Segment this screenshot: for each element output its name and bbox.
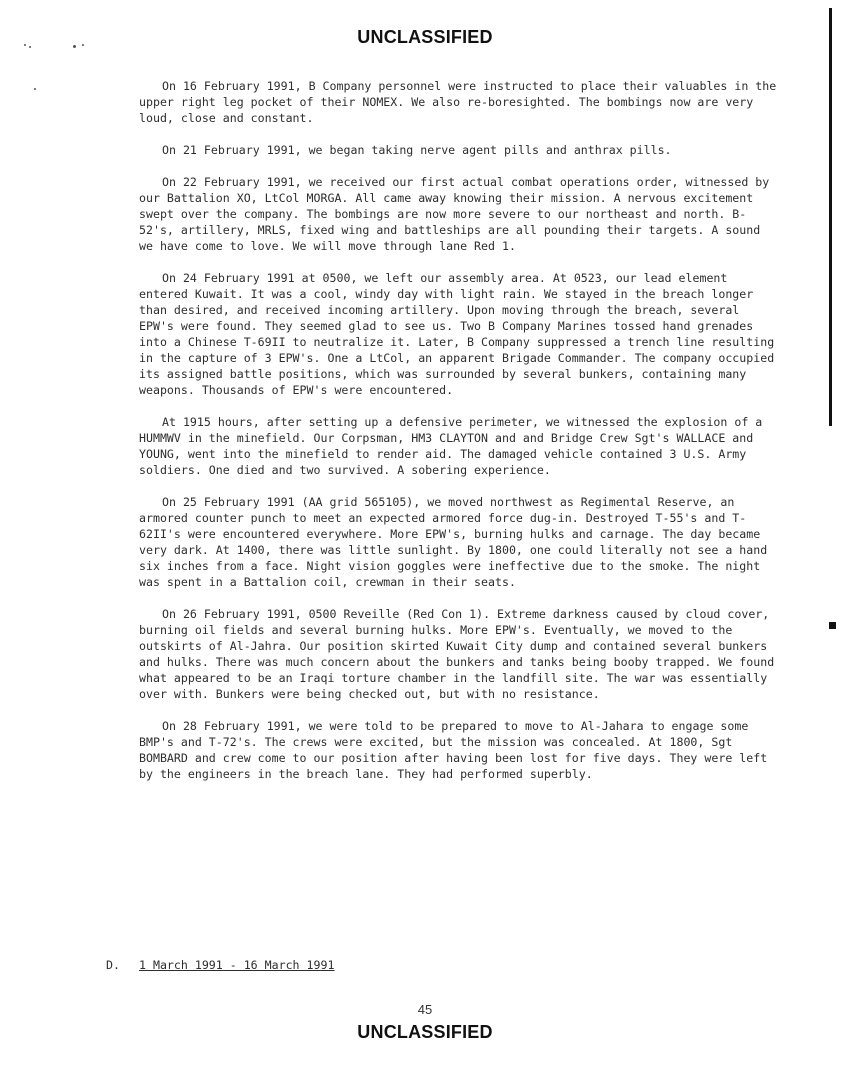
document-body <box>139 78 779 782</box>
section-title: 1 March 1991 - 16 March 1991 <box>139 958 335 972</box>
classification-footer: UNCLASSIFIED <box>357 1022 493 1042</box>
section-heading <box>106 957 334 973</box>
scan-speck <box>82 44 84 46</box>
paragraph-22-february: On 22 February 1991, we received our first actual combat operations order, witnessed by our Battalion XO, LtCol MORGA. All came away knowing their mission. A nervous excitement swept over the company. The bombings are now more severe to our northeast and north. B-52's, artillery, MRLS, fixed wing and battleships are all pounding their targets. A sound we have come to love. We will move through lane Red 1. <box>139 175 770 253</box>
scan-speck <box>24 44 26 46</box>
paragraph-26-february: On 26 February 1991, 0500 Reveille (Red Con 1). Extreme darkness caused by cloud cover, burning oil fields and several burning hulks. More EPW's. Eventually, we moved to the outskirts of Al-Jahra. Our position skirted Kuwait City dump and contained several bunkers and hulks. There was much concern about the bunkers and tanks being booby trapped. We found what appeared to be an Iraqi torture chamber in the landfill site. The war was essentially over with. Bunkers were being checked out, but with no resistance. <box>139 607 775 701</box>
paragraph-25-february: On 25 February 1991 (AA grid 565105), we moved northwest as Regimental Reserve, an armored counter punch to meet an expected armored force dug-in. Destroyed T-55's and T-62II's were encountered everywhere. More EPW's, burning hulks and carnage. The day became very dark. At 1400, there was little sunlight. By 1800, one could literally not see a hand six inches from a face. Night vision goggles were ineffective due to the smoke. The night was spent in a Battalion coil, crewman in their seats. <box>139 495 768 589</box>
paragraph-21-february: On 21 February 1991, we began taking nerve agent pills and anthrax pills. <box>162 143 672 157</box>
scan-speck <box>73 45 76 48</box>
paragraph-1915-hours: At 1915 hours, after setting up a defensive perimeter, we witnessed the explosion of a HUMMWV in the minefield. Our Corpsman, HM3 CLAYTON and and Bridge Crew Sgt's WALLACE and YOUNG, went into the minefield to render aid. The damaged vehicle contained 3 U.S. Army soldiers. One died and two survived. A sobering experience. <box>139 415 763 477</box>
paragraph-24-february: On 24 February 1991 at 0500, we left our assembly area. At 0523, our lead element entered Kuwait. It was a cool, windy day with light rain. We stayed in the breach longer than desired, and received incoming artillery. Upon moving through the breach, several EPW's were found. They seemed glad to see us. Two B Company Marines tossed hand grenades into a Chinese T-69II to neutralize it. Later, B Company suppressed a trench line resulting in the capture of 3 EPW's. One a LtCol, an apparent Brigade Commander. The company occupied its assigned battle positions, which was surrounded by several bunkers, containing many weapons. Thousands of EPW's were encountered. <box>139 271 775 397</box>
page-number: 45 <box>417 1002 433 1017</box>
classification-header: UNCLASSIFIED <box>357 27 493 47</box>
margin-rule <box>829 8 832 426</box>
paragraph-16-february: On 16 February 1991, B Company personnel were instructed to place their valuables in the upper right leg pocket of their NOMEX. We also re-boresighted. The bombings now are very loud, close and constant. <box>139 79 777 125</box>
scan-speck <box>29 46 31 48</box>
section-letter: D. <box>106 958 120 972</box>
scan-speck <box>34 88 36 90</box>
paragraph-28-february: On 28 February 1991, we were told to be prepared to move to Al-Jahara to engage some BMP's and T-72's. The crews were excited, but the mission was concealed. At 1800, Sgt BOMBARD and crew come to our position after having been lost for five days. They were left by the engineers in the breach lane. They had performed superbly. <box>139 719 768 781</box>
margin-mark <box>829 622 836 629</box>
